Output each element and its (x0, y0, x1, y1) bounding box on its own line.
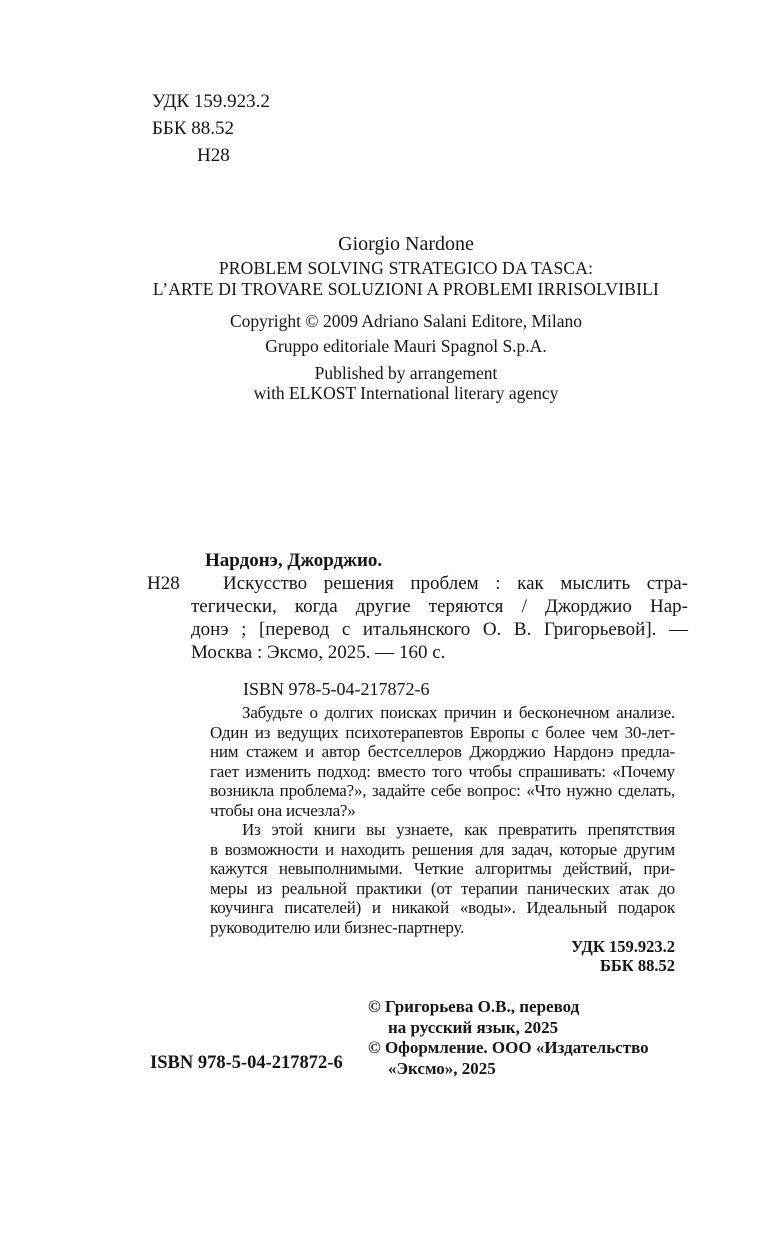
classification-codes (152, 88, 270, 169)
original-edition-block (134, 231, 678, 403)
catalog-card (147, 549, 688, 701)
catalog-author-heading: Нардонэ, Джорджио. (205, 550, 383, 571)
text-line: в возможности и находить решения для задач, которые другим (210, 839, 675, 859)
text-line: Москва : Эксмо, 2025. — 160 с. (191, 642, 446, 663)
original-title-line-1: PROBLEM SOLVING STRATEGICO DA TASCA: (218, 258, 594, 278)
original-copyright-line-2: Gruppo editoriale Mauri Spagnol S.p.A. (265, 336, 547, 356)
arrangement-line-1: Published by arrangement (314, 363, 498, 383)
annotation-paragraph-1 (210, 703, 675, 820)
text-line: Искусство решения проблем : как мыслить стра- (223, 573, 688, 594)
footer-copyright-block (368, 997, 649, 1079)
udk-code-bold: УДК 159.923.2 (571, 937, 675, 956)
text-line: возникла проблема?», задайте себе вопрос: «Что нужно сделать, (210, 781, 675, 800)
text-line: Забудьте о долгих поисках причин и бесконечном анализе. (242, 703, 675, 722)
text-line: тегически, когда другие теряются / Джорджио Нар- (191, 596, 688, 617)
bbk-code-bold: ББК 88.52 (599, 956, 675, 975)
catalog-description (191, 572, 688, 664)
original-title-line-2: L’ARTE DI TROVARE SOLUZIONI A PROBLEMI IRRISOLVIBILI (152, 279, 660, 299)
text-line: ним стажем и автор бестселлеров Джорджио Нардонэ предла- (210, 742, 675, 761)
copyright-design-line-2: «Эксмо», 2025 (388, 1058, 496, 1078)
original-copyright-line-1: Copyright © 2009 Adriano Salani Editore, Milano (229, 311, 583, 331)
copyright-translation-line-1: © Григорьева О.В., перевод (368, 997, 580, 1016)
catalog-card-body (191, 549, 688, 701)
udk-code: УДК 159.923.2 (152, 91, 270, 112)
annotation-codes (210, 937, 675, 975)
text-line: меры из реальной практики (от терапии панических атак до (210, 878, 675, 898)
catalog-isbn: ISBN 978-5-04-217872-6 (243, 679, 430, 699)
copyright-translation-line-2: на русский язык, 2025 (388, 1017, 559, 1037)
annotation-paragraph-2 (210, 820, 675, 937)
annotation-block (210, 703, 675, 975)
arrangement-line-2: with ELKOST International literary agency (253, 383, 559, 403)
text-line: кажутся невыполнимыми. Четкие алгоритмы действий, при- (210, 859, 675, 878)
text-line: Один из ведущих психотерапевтов Европы с более чем 30-лет- (210, 722, 675, 742)
copyright-design-line-1: © Оформление. ООО «Издательство (368, 1038, 649, 1057)
bbk-code: ББК 88.52 (152, 118, 234, 139)
text-line: коучинга писателей) и никакой «воды». Идеальный подарок (210, 898, 675, 917)
text-line: Из этой книги вы узнаете, как превратить препятствия (242, 820, 675, 839)
footer-isbn: ISBN 978-5-04-217872-6 (150, 1053, 343, 1073)
author-mark: Н28 (197, 145, 230, 166)
text-line: руководителю или бизнес-партнеру. (210, 917, 465, 937)
text-line: гает изменить подход: вместо того чтобы спрашивать: «Почему (210, 761, 675, 781)
text-line: донэ ; [перевод с итальянского О. В. Григорьевой]. — (191, 619, 688, 640)
text-line: чтобы она исчезла?» (210, 800, 356, 820)
catalog-author-mark: Н28 (147, 573, 180, 594)
original-author: Giorgio Nardone (338, 233, 474, 255)
